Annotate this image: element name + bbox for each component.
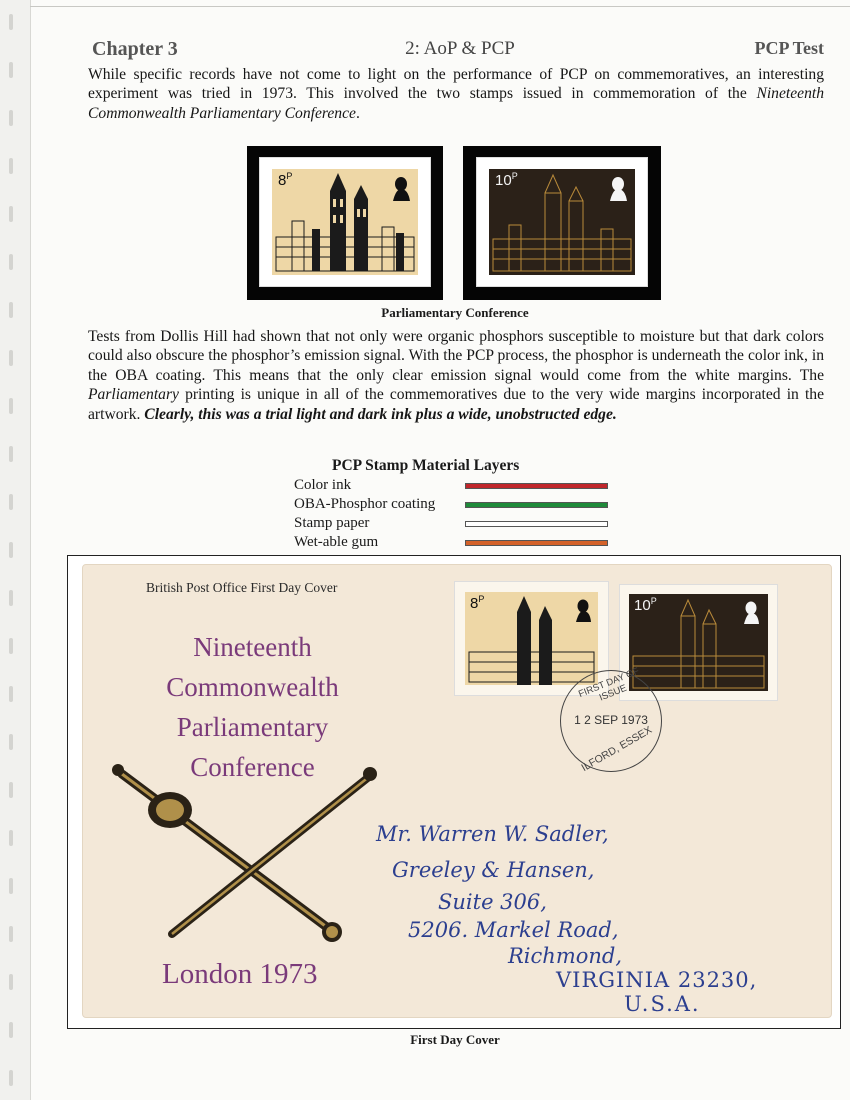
body-italic-word: Parliamentary [88,386,179,404]
stamp-mount-10p [463,146,661,300]
address-line: Richmond, [508,944,623,968]
stamp-8p-design [272,169,418,275]
address-line: Greeley & Hansen, [392,858,595,882]
intro-paragraph [88,65,824,123]
postmark-top-text: FIRST DAY OF ISSUE [577,665,641,704]
body-text: Tests from Dollis Hill had shown that not only were organic phosphors susceptible to moisture but that dark colors could also obscure the phosphor’s emission signal. With the PCP process, the phosphor is underneath the color ink, in the OBA coating. This means that the only clear emission signal would come from the white margins. The [88,328,824,384]
address-line: Suite 306, [438,890,547,914]
binder-hole [9,110,13,126]
body-text-middle: printing is unique in all of the commemoratives due to the very wide margins incorporated in the artwork. [88,386,824,423]
binder-hole [9,206,13,222]
binder-hole [9,254,13,270]
binder-margin [0,0,31,1100]
binder-hole [9,878,13,894]
binder-hole [9,686,13,702]
cover-stamp-8p-value: $8^P$ [470,594,485,612]
binder-hole [9,542,13,558]
binder-hole [9,926,13,942]
cover-stamp-8p-design [465,592,598,685]
binder-hole [9,62,13,78]
cover-title-line: Parliamentary [176,712,329,742]
address-line: 5206. Markel Road, [408,918,619,942]
binder-hole [9,494,13,510]
stamp-8p [260,158,430,286]
layers-title: PCP Stamp Material Layers [332,457,520,474]
binder-hole [9,782,13,798]
top-rule [30,6,850,7]
section-label: 2: AoP & PCP [405,38,515,59]
stamp-10p-design [489,169,635,275]
stamps-caption: Parliamentary Conference [381,305,529,320]
chapter-label: Chapter 3 [92,38,178,60]
binder-hole [9,830,13,846]
queen-head-icon [573,598,593,622]
body-bold-italic: Clearly, this was a trial light and dark ink plus a wide, unobstructed edge. [144,405,617,423]
stamp-10p-value: $10^P$ [495,171,518,189]
layer-swatch-oba-phosphor [465,502,608,508]
address-line: Mr. Warren W. Sadler, [376,822,609,846]
layer-swatch-stamp-paper [465,521,608,527]
queen-head-icon [390,175,412,201]
binder-hole [9,350,13,366]
binder-hole [9,158,13,174]
stamp-mount-8p [247,146,443,300]
binder-hole [9,398,13,414]
layer-row [294,477,614,496]
cover-caption: First Day Cover [410,1032,500,1047]
cover-title-line: Commonwealth [166,672,339,702]
layer-swatch-gum [465,540,608,546]
cover-title-line: Conference [190,752,315,782]
binder-hole [9,1022,13,1038]
intro-text-end: . [355,104,360,122]
layer-row [294,534,614,553]
stamp-8p-value: $8^P$ [278,171,293,189]
layer-row [294,496,614,515]
intro-text: While specific records have not come to light on the performance of PCP on commemoratives, an interesting experiment was tried in 1973. This involved the two stamps issued in commemoration of the [88,66,824,103]
binder-hole [9,1070,13,1086]
cover-stamp-10p-value: $10^P$ [634,596,657,614]
binder-hole [9,734,13,750]
binder-hole [9,14,13,30]
cover-publisher: British Post Office First Day Cover [146,580,338,595]
binder-hole [9,590,13,606]
layer-label: OBA-Phosphor coating [294,496,436,512]
address-line: VIRGINIA 23230, [556,968,758,992]
body-paragraph [88,327,824,424]
queen-head-icon [741,600,761,624]
topic-label: PCP Test [754,38,824,58]
address-line: U.S.A. [624,992,701,1016]
queen-head-icon [607,175,629,201]
postmark [560,665,662,775]
layer-swatch-color-ink [465,483,608,489]
cover-title-line: Nineteenth [193,632,312,662]
layer-label: Color ink [294,477,352,493]
crossed-maces-illustration [100,756,390,948]
cover-place-year: London 1973 [162,958,318,990]
postmark-date: 1 2 SEP 1973 [574,713,648,727]
postmark-bottom-text: ILFORD, ESSEX [579,723,655,775]
layer-row [294,515,614,534]
layer-label: Wet-able gum [294,534,379,550]
layer-label: Stamp paper [294,515,370,531]
binder-hole [9,446,13,462]
binder-hole [9,302,13,318]
stamp-10p [477,158,647,286]
intro-title-italic: Nineteenth Commonwealth Parliamentary Conference [88,85,824,122]
binder-hole [9,974,13,990]
binder-hole [9,638,13,654]
